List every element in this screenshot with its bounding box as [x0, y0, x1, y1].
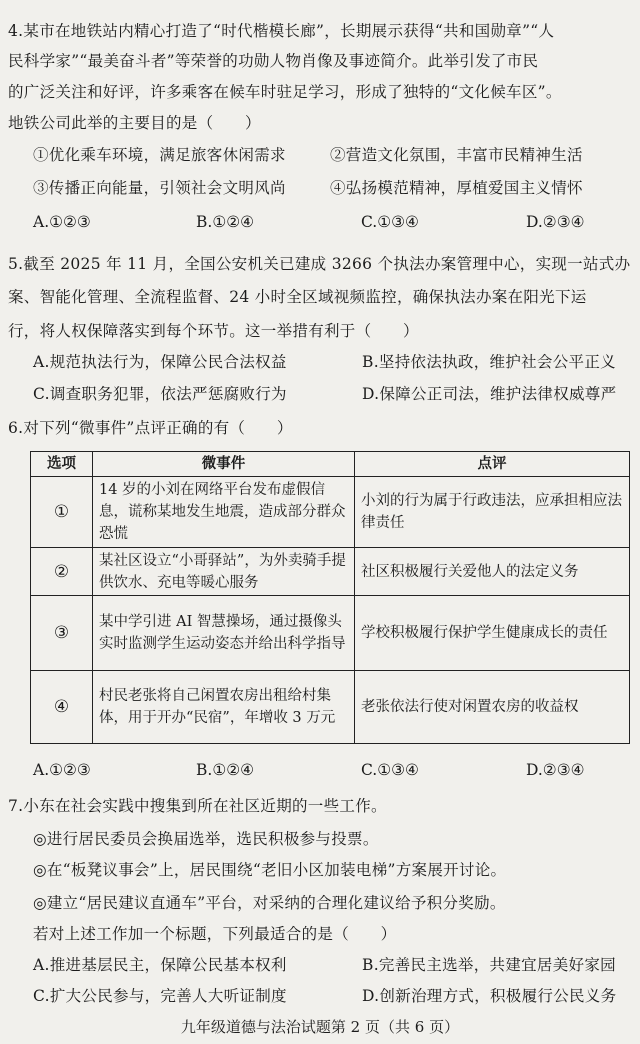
- header-option: 选项: [31, 452, 93, 477]
- table-row: [31, 547, 630, 595]
- q4-choice-c: C.①③④: [361, 213, 419, 231]
- q4-item-2: ②营造文化氛围，丰富市民精神生活: [330, 146, 583, 164]
- q7-item-2: ◎在“板凳议事会”上，居民围绕“老旧小区加装电梯”方案展开讨论。: [33, 861, 507, 879]
- q7-item-3: ◎建立“居民建议直通车”平台，对采纳的合理化建议给予积分奖励。: [33, 894, 506, 912]
- q4-stem-line-1: 4.某市在地铁站内精心打造了“时代楷模长廊”，长期展示获得“共和国勋章”“人: [8, 22, 555, 40]
- row-event: 村民老张将自己闲置农房出租给村集体，用于开办“民宿”，年增收 3 万元: [93, 671, 355, 744]
- q4-item-4: ④弘扬模范精神，厚植爱国主义情怀: [330, 179, 583, 197]
- row-number: ①: [31, 477, 93, 548]
- q7-stem: 7.小东在社会实践中搜集到所在社区近期的一些工作。: [8, 797, 387, 815]
- q5-choice-c: C.调查职务犯罪，依法严惩腐败行为: [33, 385, 287, 403]
- q4-stem-line-4: 地铁公司此举的主要目的是（ ）: [8, 114, 261, 132]
- micro-event-table: [30, 451, 630, 744]
- q7-choice-d: D.创新治理方式，积极履行公民义务: [362, 987, 617, 1005]
- q5-stem-line-2: 案、智能化管理、全流程监督、24 小时全区域视频监控，确保执法办案在阳光下运: [8, 288, 587, 306]
- q4-item-3: ③传播正向能量，引领社会文明风尚: [33, 179, 286, 197]
- q4-stem-line-3: 的广泛关注和好评，许多乘客在候车时驻足学习，形成了独特的“文化候车区”。: [8, 83, 562, 101]
- row-number: ③: [31, 596, 93, 671]
- q6-stem: 6.对下列“微事件”点评正确的有（ ）: [8, 419, 293, 437]
- row-comment: 老张依法行使对闲置农房的收益权: [355, 671, 630, 744]
- row-comment: 小刘的行为属于行政违法，应承担相应法律责任: [355, 477, 630, 548]
- table-row: [31, 477, 630, 548]
- q5-stem-line-3: 行，将人权保障落实到每个环节。这一举措有利于（ ）: [8, 322, 419, 340]
- q7-choice-a: A.推进基层民主，保障公民基本权利: [33, 956, 287, 974]
- q6-choice-d: D.②③④: [526, 761, 585, 779]
- row-event: 某社区设立“小哥驿站”，为外卖骑手提供饮水、充电等暖心服务: [93, 547, 355, 595]
- row-comment: 学校积极履行保护学生健康成长的责任: [355, 596, 630, 671]
- q7-choice-c: C.扩大公民参与，完善人大听证制度: [33, 987, 287, 1005]
- q5-stem-line-1: 5.截至 2025 年 11 月，全国公安机关已建成 3266 个执法办案管理中心，实现一站式办: [8, 255, 631, 273]
- q6-choice-b: B.①②④: [196, 761, 255, 779]
- header-event: 微事件: [93, 452, 355, 477]
- row-comment: 社区积极履行关爱他人的法定义务: [355, 547, 630, 595]
- row-event: 某中学引进 AI 智慧操场，通过摄像头实时监测学生运动姿态并给出科学指导: [93, 596, 355, 671]
- header-comment: 点评: [355, 452, 630, 477]
- q4-choice-d: D.②③④: [526, 213, 585, 231]
- table-row: [31, 596, 630, 671]
- page-footer: 九年级道德与法治试题第 2 页（共 6 页）: [180, 1018, 460, 1036]
- table-header-row: [31, 452, 630, 477]
- q7-question: 若对上述工作加一个标题，下列最适合的是（ ）: [33, 925, 397, 943]
- q7-item-1: ◎进行居民委员会换届选举，选民积极参与投票。: [33, 830, 379, 848]
- row-event: 14 岁的小刘在网络平台发布虚假信息，谎称某地发生地震，造成部分群众恐慌: [93, 477, 355, 548]
- row-number: ②: [31, 547, 93, 595]
- q5-choice-b: B.坚持依法执政，维护社会公平正义: [362, 353, 616, 371]
- q4-stem-line-2: 民科学家”“最美奋斗者”等荣誉的功勋人物肖像及事迹简介。此举引发了市民: [8, 52, 539, 70]
- q4-choice-b: B.①②④: [196, 213, 255, 231]
- q4-choice-a: A.①②③: [33, 213, 91, 231]
- q5-choice-d: D.保障公正司法，维护法律权威尊严: [362, 385, 617, 403]
- q6-choice-a: A.①②③: [33, 761, 91, 779]
- q6-choice-c: C.①③④: [361, 761, 419, 779]
- q7-choice-b: B.完善民主选举，共建宜居美好家园: [362, 956, 616, 974]
- row-number: ④: [31, 671, 93, 744]
- q4-item-1: ①优化乘车环境，满足旅客休闲需求: [33, 146, 286, 164]
- table-row: [31, 671, 630, 744]
- q5-choice-a: A.规范执法行为，保障公民合法权益: [33, 353, 287, 371]
